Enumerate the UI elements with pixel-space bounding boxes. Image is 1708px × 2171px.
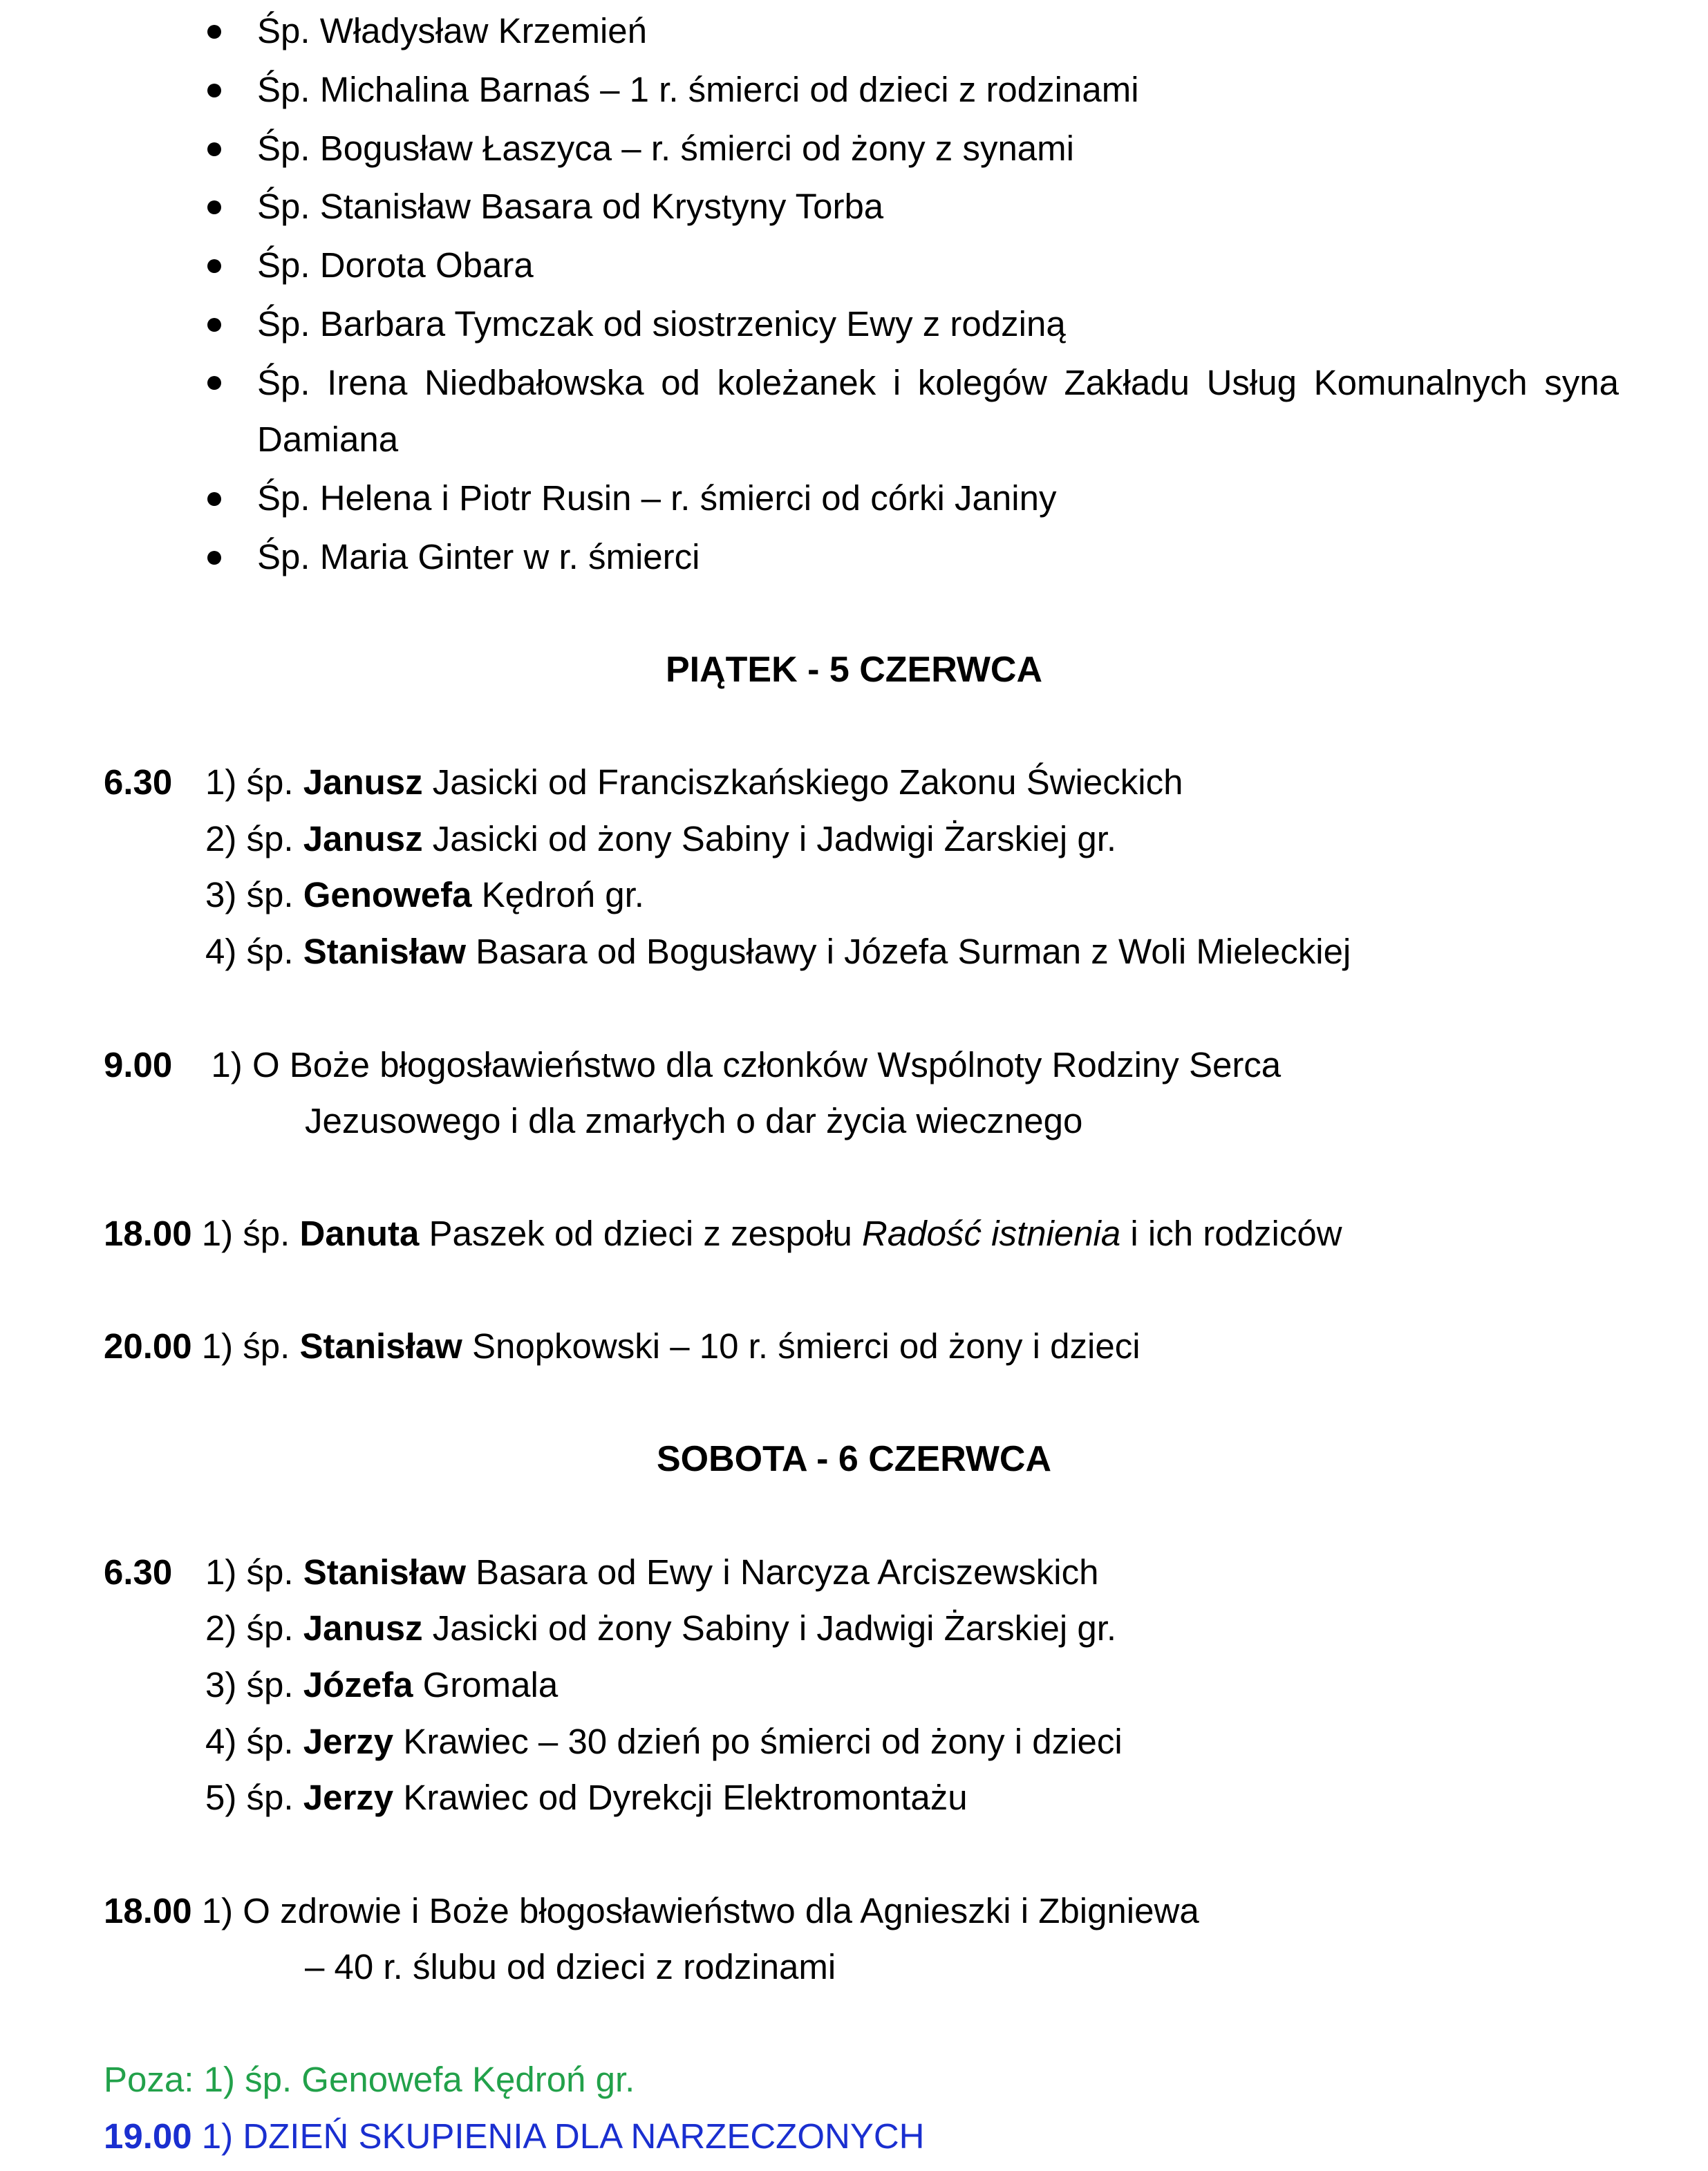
saturday-630-item-4: 4) śp. Jerzy Krawiec – 30 dzień po śmierci od żony i dzieci bbox=[205, 1722, 1123, 1761]
poza-label: Poza: bbox=[104, 2060, 194, 2099]
friday-900-continuation: Jezusowego i dla zmarłych o dar życia wiecznego bbox=[305, 1101, 1083, 1140]
time-label: 20.00 bbox=[104, 1326, 192, 1366]
saturday-heading: SOBOTA - 6 CZERWCA bbox=[656, 1439, 1052, 1479]
time-label: 18.00 bbox=[104, 1214, 192, 1253]
time-label: 9.00 bbox=[104, 1045, 173, 1084]
bullet-icon bbox=[207, 318, 221, 332]
saturday-630-item-2: 2) śp. Janusz Jasicki od żony Sabiny i Jadwigi Żarskiej gr. bbox=[205, 1608, 1117, 1648]
time-label: 19.00 bbox=[104, 2116, 192, 2156]
friday-630-entry-1 bbox=[104, 761, 172, 803]
saturday-1900-entry: 19.00 1) DZIEŃ SKUPIENIA DLA NARZECZONYCH bbox=[104, 2116, 925, 2156]
friday-2000-entry: 20.00 1) śp. Stanisław Snopkowski – 10 r. śmierci od żony i dzieci bbox=[104, 1326, 1141, 1366]
bullet-icon bbox=[207, 142, 221, 156]
saturday-poza-entry: Poza: 1) śp. Genowefa Kędroń gr. bbox=[104, 2060, 635, 2099]
saturday-1800-entry: 18.00 1) O zdrowie i Boże błogosławieństwo dla Agnieszki i Zbigniewa bbox=[104, 1891, 1199, 1930]
time-label: 6.30 bbox=[104, 1552, 173, 1592]
bullet-icon bbox=[207, 376, 221, 390]
bullet-icon bbox=[207, 551, 221, 565]
friday-900-entry: 9.00 1) O Boże błogosławieństwo dla członków Wspólnoty Rodziny Serca bbox=[104, 1045, 1282, 1084]
bullet-icon bbox=[207, 84, 221, 97]
saturday-1800-continuation: – 40 r. ślubu od dzieci z rodzinami bbox=[305, 1947, 836, 1986]
time-label: 18.00 bbox=[104, 1891, 192, 1930]
friday-630-item-3: 3) śp. Genowefa Kędroń gr. bbox=[205, 875, 644, 914]
time-label: 6.30 bbox=[104, 762, 173, 802]
friday-630-item-1: 1) śp. Janusz Jasicki od Franciszkańskiego Zakonu Świeckich bbox=[205, 762, 1183, 802]
saturday-630-item-3: 3) śp. Józefa Gromala bbox=[205, 1665, 559, 1704]
saturday-630-item-5: 5) śp. Jerzy Krawiec od Dyrekcji Elektromontażu bbox=[205, 1778, 968, 1817]
bullet-icon bbox=[207, 259, 221, 273]
friday-630-item-4: 4) śp. Stanisław Basara od Bogusławy i Józefa Surman z Woli Mieleckiej bbox=[205, 932, 1351, 971]
saturday-630-entry bbox=[104, 1551, 172, 1593]
friday-1800-entry: 18.00 1) śp. Danuta Paszek od dzieci z zespołu Radość istnienia i ich rodziców bbox=[104, 1214, 1342, 1253]
friday-630-item-2: 2) śp. Janusz Jasicki od żony Sabiny i Jadwigi Żarskiej gr. bbox=[205, 819, 1117, 858]
bullet-icon bbox=[207, 200, 221, 214]
friday-heading: PIĄTEK - 5 CZERWCA bbox=[665, 650, 1043, 690]
bullet-icon bbox=[207, 25, 221, 39]
bullet-icon bbox=[207, 492, 221, 506]
saturday-630-item-1: 1) śp. Stanisław Basara od Ewy i Narcyza Arciszewskich bbox=[205, 1552, 1099, 1592]
